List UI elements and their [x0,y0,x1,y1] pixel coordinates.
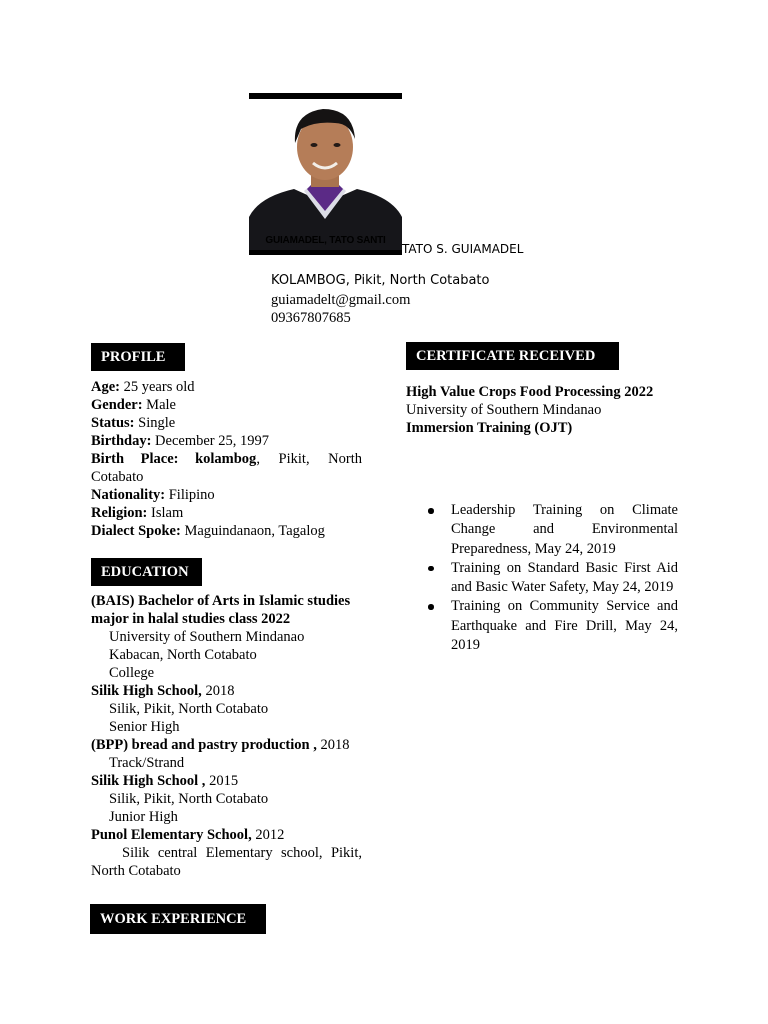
birthplace-label: Birth Place: kolambog [91,451,257,467]
list-item: Leadership Training on Climate Change and Environmental Preparedness, May 24, 2019 [406,501,678,559]
profile-heading: PROFILE [91,343,185,371]
jhs-name: Silik High School , [91,773,206,789]
certificates-list [406,383,678,437]
jhs-year: 2015 [205,773,239,789]
heading-underline [133,932,219,934]
gender-label: Gender: [91,397,143,413]
applicant-name: TATO S. GUIAMADEL [402,242,524,256]
college-school: University of Southern Mindanao [109,629,305,645]
nationality-label: Nationality: [91,487,166,503]
certificates-heading: CERTIFICATE RECEIVED [406,342,619,370]
religion-value: Islam [147,505,184,521]
birthplace-value: , Pikit, North Cotabato [91,451,362,485]
cert1-title: High Value Crops Food Processing 2022 [406,384,654,400]
person-portrait [249,99,402,250]
age-label: Age: [91,379,120,395]
bullet-icon [428,566,434,572]
status-value: Single [134,415,176,431]
education-heading: EDUCATION [91,558,202,586]
list-item: Training on Community Service and Earthquake and Fire Drill, May 24, 2019 [406,597,678,655]
track-label: Track/Strand [109,755,185,771]
status-label: Status: [91,415,135,431]
birthday-value: December 25, 1997 [151,433,269,449]
nationality-value: Filipino [165,487,215,503]
shs-location: Silik, Pikit, North Cotabato [109,701,269,717]
education-list [91,592,362,880]
address: KOLAMBOG, Pikit, North Cotabato [271,273,490,288]
trainings-list [406,501,678,655]
bullet-icon [428,604,434,610]
bullet-icon [428,508,434,514]
college-level: College [109,665,155,681]
age-value: 25 years old [120,379,195,395]
birthday-label: Birthday: [91,433,152,449]
contact-block [271,272,489,328]
phone: 09367807685 [271,310,351,326]
elem-name: Punol Elementary School, [91,827,252,843]
elem-detail: Silik central Elementary school, Pikit, North Cotabato [91,845,362,879]
work-experience-heading: WORK EXPERIENCE [90,904,266,934]
photo-caption: GUIAMADEL, TATO SANTI [265,235,386,246]
dialect-value: Maguindanaon, Tagalog [180,523,325,539]
list-item: Training on Standard Basic First Aid and Basic Water Safety, May 24, 2019 [406,559,678,598]
jhs-location: Silik, Pikit, North Cotabato [109,791,269,807]
profile-details [91,378,362,540]
dialect-label: Dialect Spoke: [91,523,181,539]
jhs-level: Junior High [109,809,178,825]
shs-name: Silik High School, [91,683,202,699]
cert1-school: University of Southern Mindanao [406,402,602,418]
shs-year: 2018 [201,683,235,699]
profile-photo [249,93,402,255]
gender-value: Male [142,397,176,413]
cert2-title: Immersion Training (OJT) [406,420,573,436]
college-location: Kabacan, North Cotabato [109,647,257,663]
religion-label: Religion: [91,505,148,521]
email: guiamadelt@gmail.com [271,291,411,308]
elem-year: 2012 [251,827,285,843]
shs-level: Senior High [109,719,180,735]
track-year: 2018 [316,737,350,753]
track-name: (BPP) bread and pastry production , [91,737,317,753]
college-title: (BAIS) Bachelor of Arts in Islamic studies major in halal studies class 2022 [91,593,351,627]
